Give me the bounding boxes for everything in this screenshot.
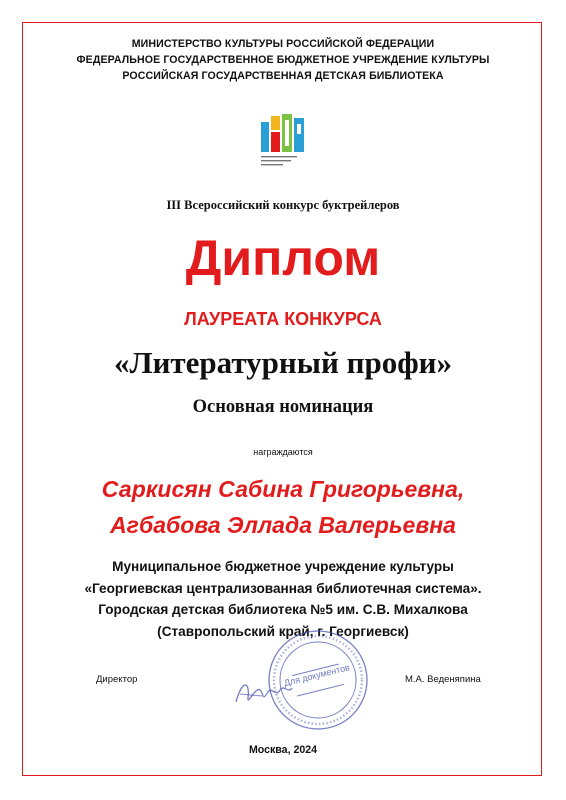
org-line-1: Муниципальное бюджетное учреждение культуры bbox=[112, 559, 454, 574]
recipient-name-2: Агбабова Эллада Валерьевна bbox=[110, 512, 456, 538]
header-line-ministry: МИНИСТЕРСТВО КУЛЬТУРЫ РОССИЙСКОЙ ФЕДЕРАЦИИ bbox=[131, 38, 435, 50]
signer-name: М.А. Веденяпина bbox=[405, 674, 481, 685]
city-year: Москва, 2024 bbox=[248, 744, 318, 756]
header-line-library: РОССИЙСКАЯ ГОСУДАРСТВЕННАЯ ДЕТСКАЯ БИБЛИОТЕКА bbox=[122, 70, 444, 82]
header-line-institution-type: ФЕДЕРАЛЬНОЕ ГОСУДАРСТВЕННОЕ БЮДЖЕТНОЕ УЧРЕЖДЕНИЕ КУЛЬТУРЫ bbox=[76, 54, 490, 66]
stamp-text: Для документов bbox=[282, 662, 351, 689]
award-title: «Литературный профи» bbox=[113, 345, 453, 380]
awarded-label: награждаются bbox=[253, 447, 313, 457]
diploma-title: Диплом bbox=[185, 230, 381, 286]
org-line-3: Городская детская библиотека №5 им. С.В. Михалкова bbox=[98, 602, 468, 617]
org-line-4: (Ставропольский край, г. Георгиевск) bbox=[157, 623, 409, 639]
org-line-2: «Георгиевская централизованная библиотечная система». bbox=[84, 580, 482, 596]
laureate-label: ЛАУРЕАТА КОНКУРСА bbox=[184, 309, 382, 329]
contest-name: III Всероссийский конкурс буктрейлеров bbox=[166, 198, 400, 212]
recipient-names bbox=[0, 471, 566, 543]
recipient-name-1: Саркисян Сабина Григорьевна, bbox=[101, 476, 465, 502]
nomination: Основная номинация bbox=[192, 397, 374, 417]
director-role: Директор bbox=[96, 674, 138, 685]
director-signature bbox=[232, 676, 296, 708]
issuer-header bbox=[0, 36, 566, 84]
rgdb-logo bbox=[258, 110, 308, 172]
